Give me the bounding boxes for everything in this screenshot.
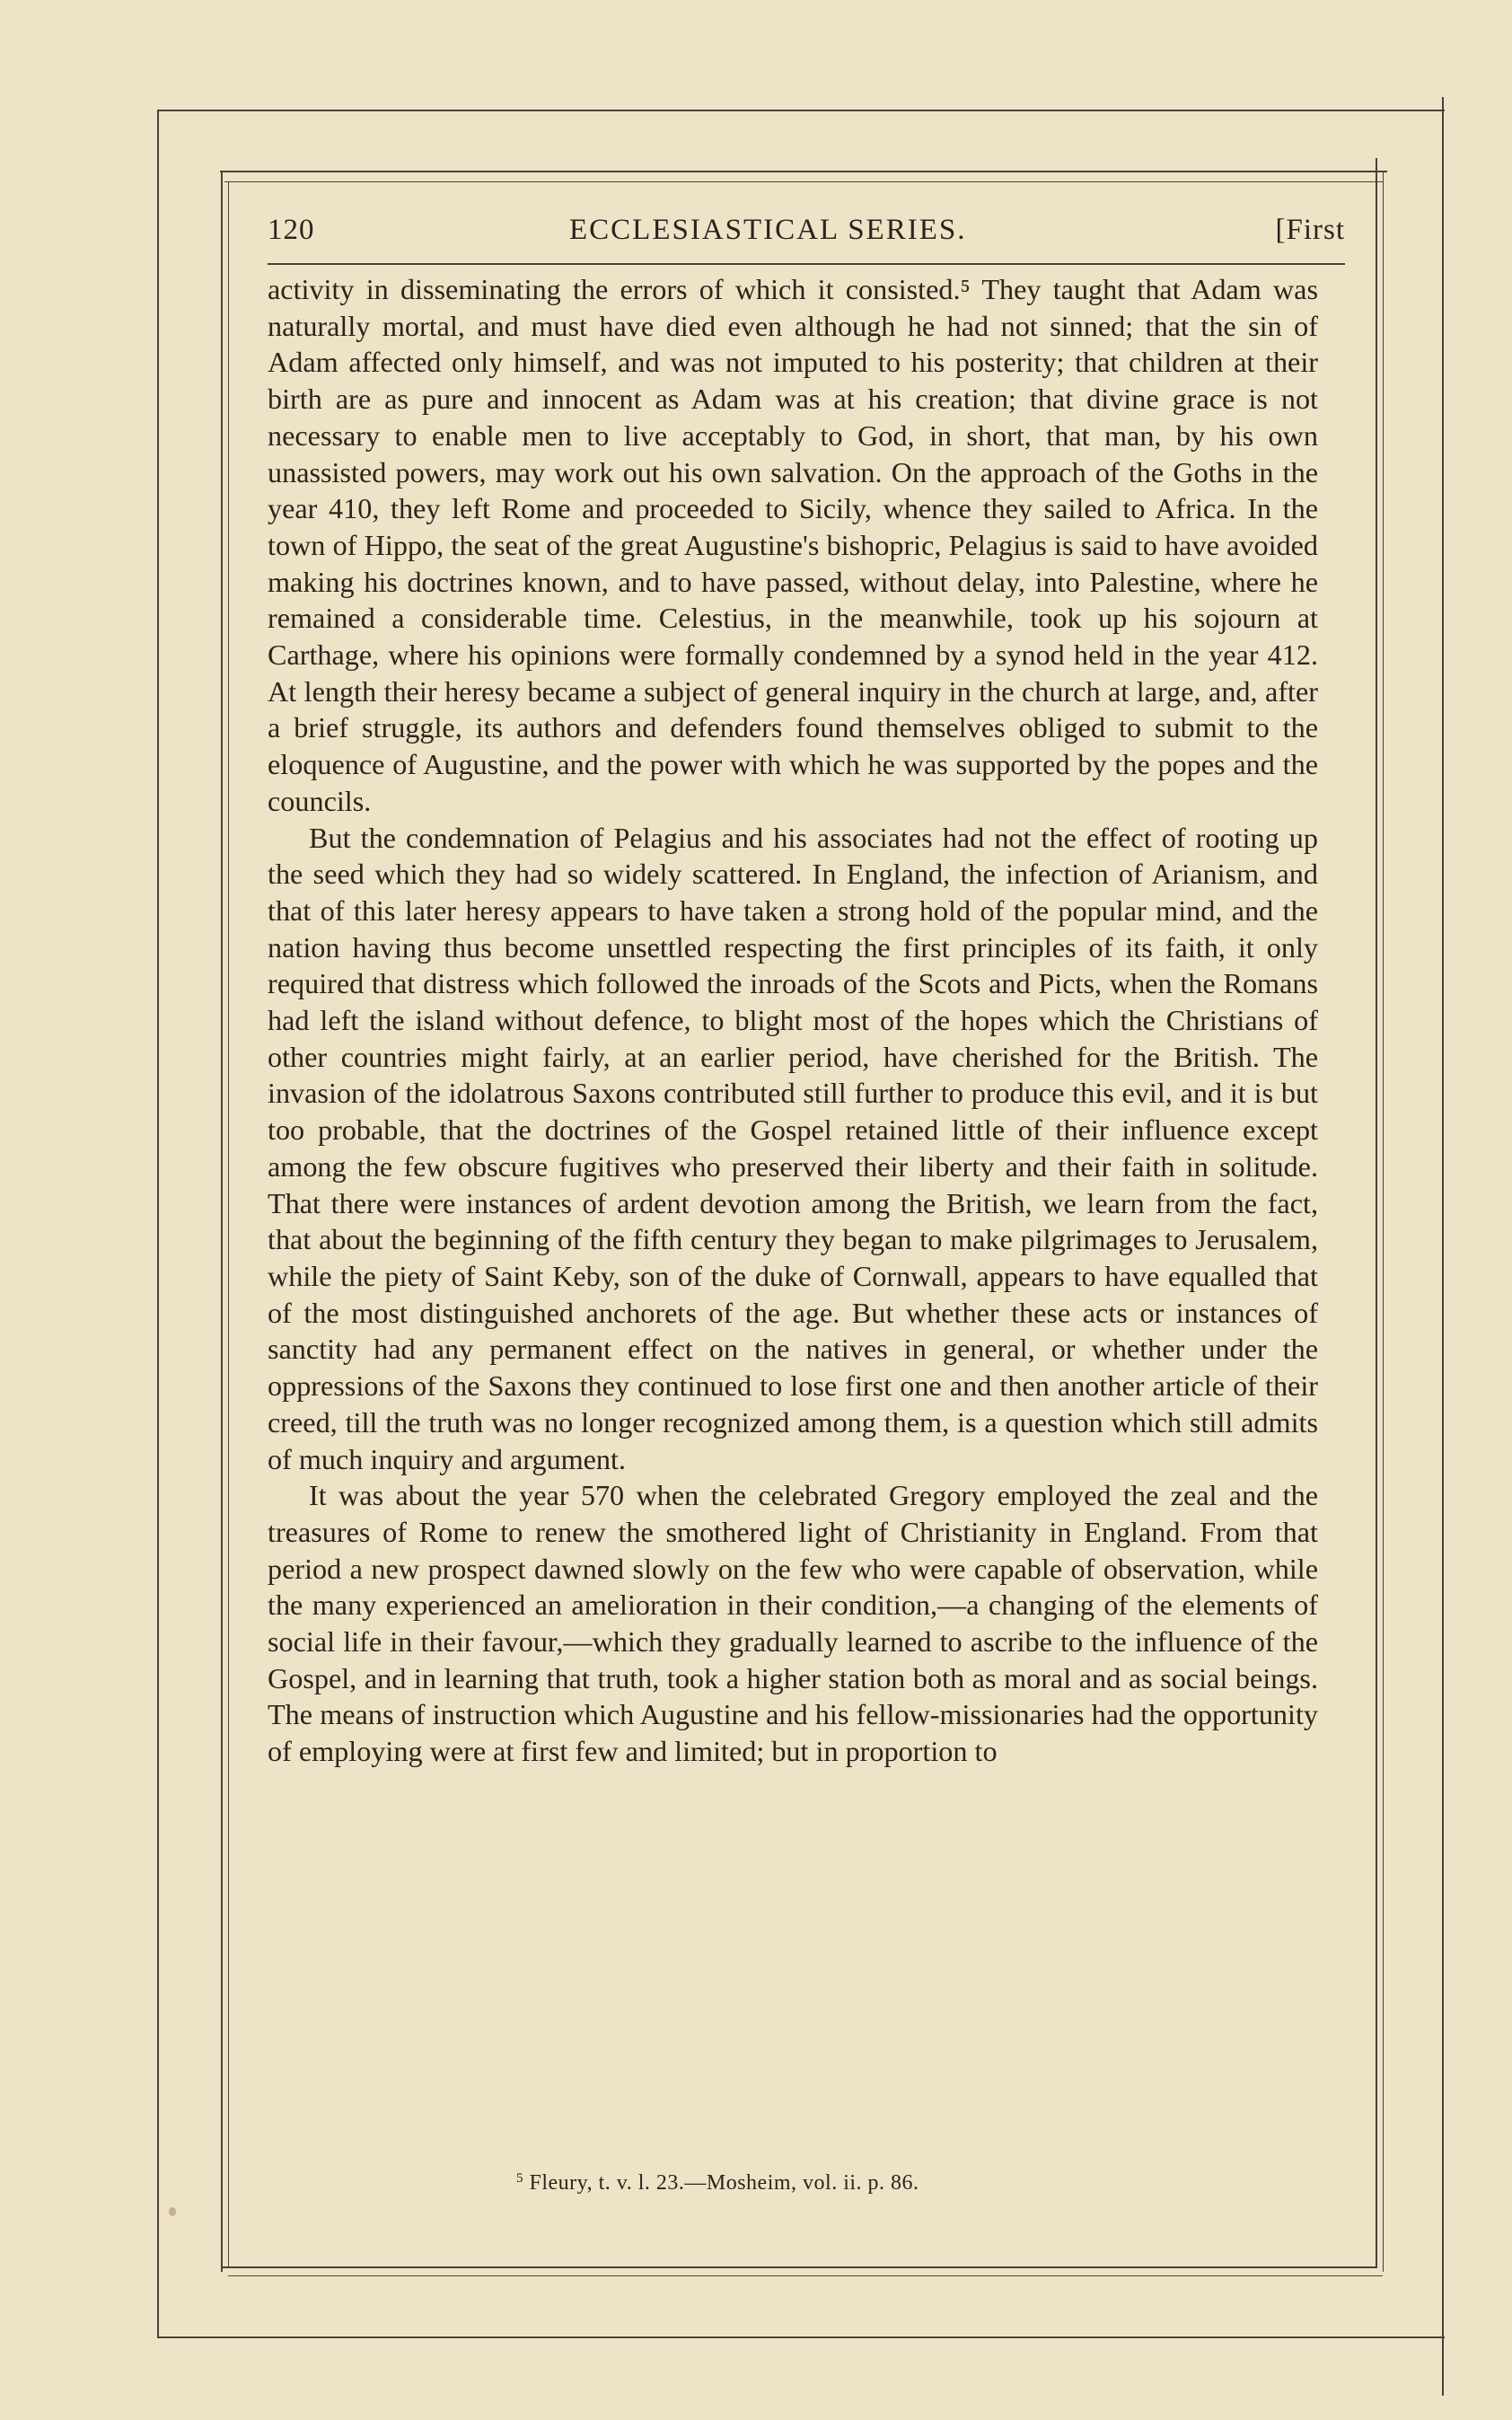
outer-frame-right-rule — [1442, 97, 1444, 2396]
inner-frame-top-rule-2 — [224, 181, 1383, 182]
inner-frame-bottom-rule — [221, 2266, 1377, 2268]
footnote — [516, 2171, 919, 2196]
paragraph-2: But the condemnation of Pelagius and his associates had not the effect of rooting up the seed which they had so widely scattered. In England, the infection of Arianism, and that of this later heresy appears to have taken a strong hold of the popular mind, and the nation having thus become unsettled respecting the first principles of its faith, it only required that distress which followed the inroads of the Scots and Picts, when the Romans had left the island without defence, to blight most of the hopes which the Christians of other countries might fairly, at an earlier period, have cherished for the British. The invasion of the idolatrous Saxons contributed still further to produce this evil, and it is but too probable, that the doctrines of the Gospel retained little of their influence except among the few obscure fugitives who preserved their liberty and their faith in solitude. That there were instances of ardent devotion among the British, we learn from the fact, that about the beginning of the fifth century they began to make pilgrimages to Jerusalem, while the piety of Saint Keby, son of the duke of Cornwall, appears to have equalled that of the most distinguished anchorets of the age. But whether these acts or instances of sanctity had any permanent effect on the natives in general, or whether under the oppressions of the Saxons they continued to lose first one and then another article of their creed, till the truth was no longer recognized among them, is a question which still admits of much inquiry and argument. — [268, 821, 1318, 1475]
paper-blemish-icon — [169, 2207, 176, 2216]
header-rule — [268, 263, 1345, 265]
inner-frame-right-rule-2 — [1383, 171, 1384, 2272]
footnote-text: Fleury, t. v. l. 23.—Mosheim, vol. ii. p. 86. — [529, 2171, 919, 2195]
main-text — [268, 271, 1318, 1770]
running-section: [First — [1275, 214, 1345, 246]
paragraph-3: It was about the year 570 when the celebrated Gregory employed the zeal and the treasures of Rome to renew the smothered light of Christianity in England. From that period a new prospect dawned slowly on the few who were capable of observation, while the many experienced an amelioration in their condition,—a changing of the elements of social life in their favour,—which they gradually learned to ascribe to the influence of the Gospel, and in learning that truth, took a higher station both as moral and as social beings. The means of instruction which Augustine and his fellow-missionaries had the opportunity of employing were at first few and limited; but in proportion to — [268, 1479, 1318, 1768]
inner-frame-top-rule — [220, 171, 1387, 172]
running-title: ECCLESIASTICAL SERIES. — [569, 214, 967, 246]
footnote-marker: 5 — [516, 2171, 523, 2186]
inner-frame-bottom-rule-2 — [228, 2275, 1383, 2276]
inner-frame-left-rule — [221, 171, 223, 2272]
page-number: 120 — [268, 214, 315, 246]
outer-frame-left-rule — [157, 110, 159, 2338]
running-header — [268, 214, 1345, 255]
outer-frame-top-rule — [157, 110, 1445, 111]
paragraph-1: activity in disseminating the errors of which it consisted.⁵ They taught that Adam was naturally mortal, and must have died even although he had not sinned; that the sin of Adam affected only himself, and was not imputed to his posterity; that children at their birth are as pure and innocent as Adam was at his creation; that divine grace is not necessary to enable men to live acceptably to God, in short, that man, by his own unassisted powers, may work out his own salvation. On the approach of the Goths in the year 410, they left Rome and proceeded to Sicily, whence they sailed to Africa. In the town of Hippo, the seat of the great Augustine's bishopric, Pelagius is said to have avoided making his doctrines known, and to have passed, without delay, into Palestine, where he remained a considerable time. Celestius, in the meanwhile, took up his sojourn at Carthage, where his opinions were formally condemned by a synod held in the year 412. At length their heresy became a subject of general inquiry in the church at large, and, after a brief struggle, its authors and defenders found themselves obliged to submit to the eloquence of Augustine, and the power with which he was supported by the popes and the councils. — [268, 273, 1318, 817]
inner-frame-left-rule-2 — [228, 181, 229, 2266]
inner-frame-right-rule — [1376, 158, 1377, 2268]
outer-frame-bottom-rule — [157, 2336, 1445, 2338]
